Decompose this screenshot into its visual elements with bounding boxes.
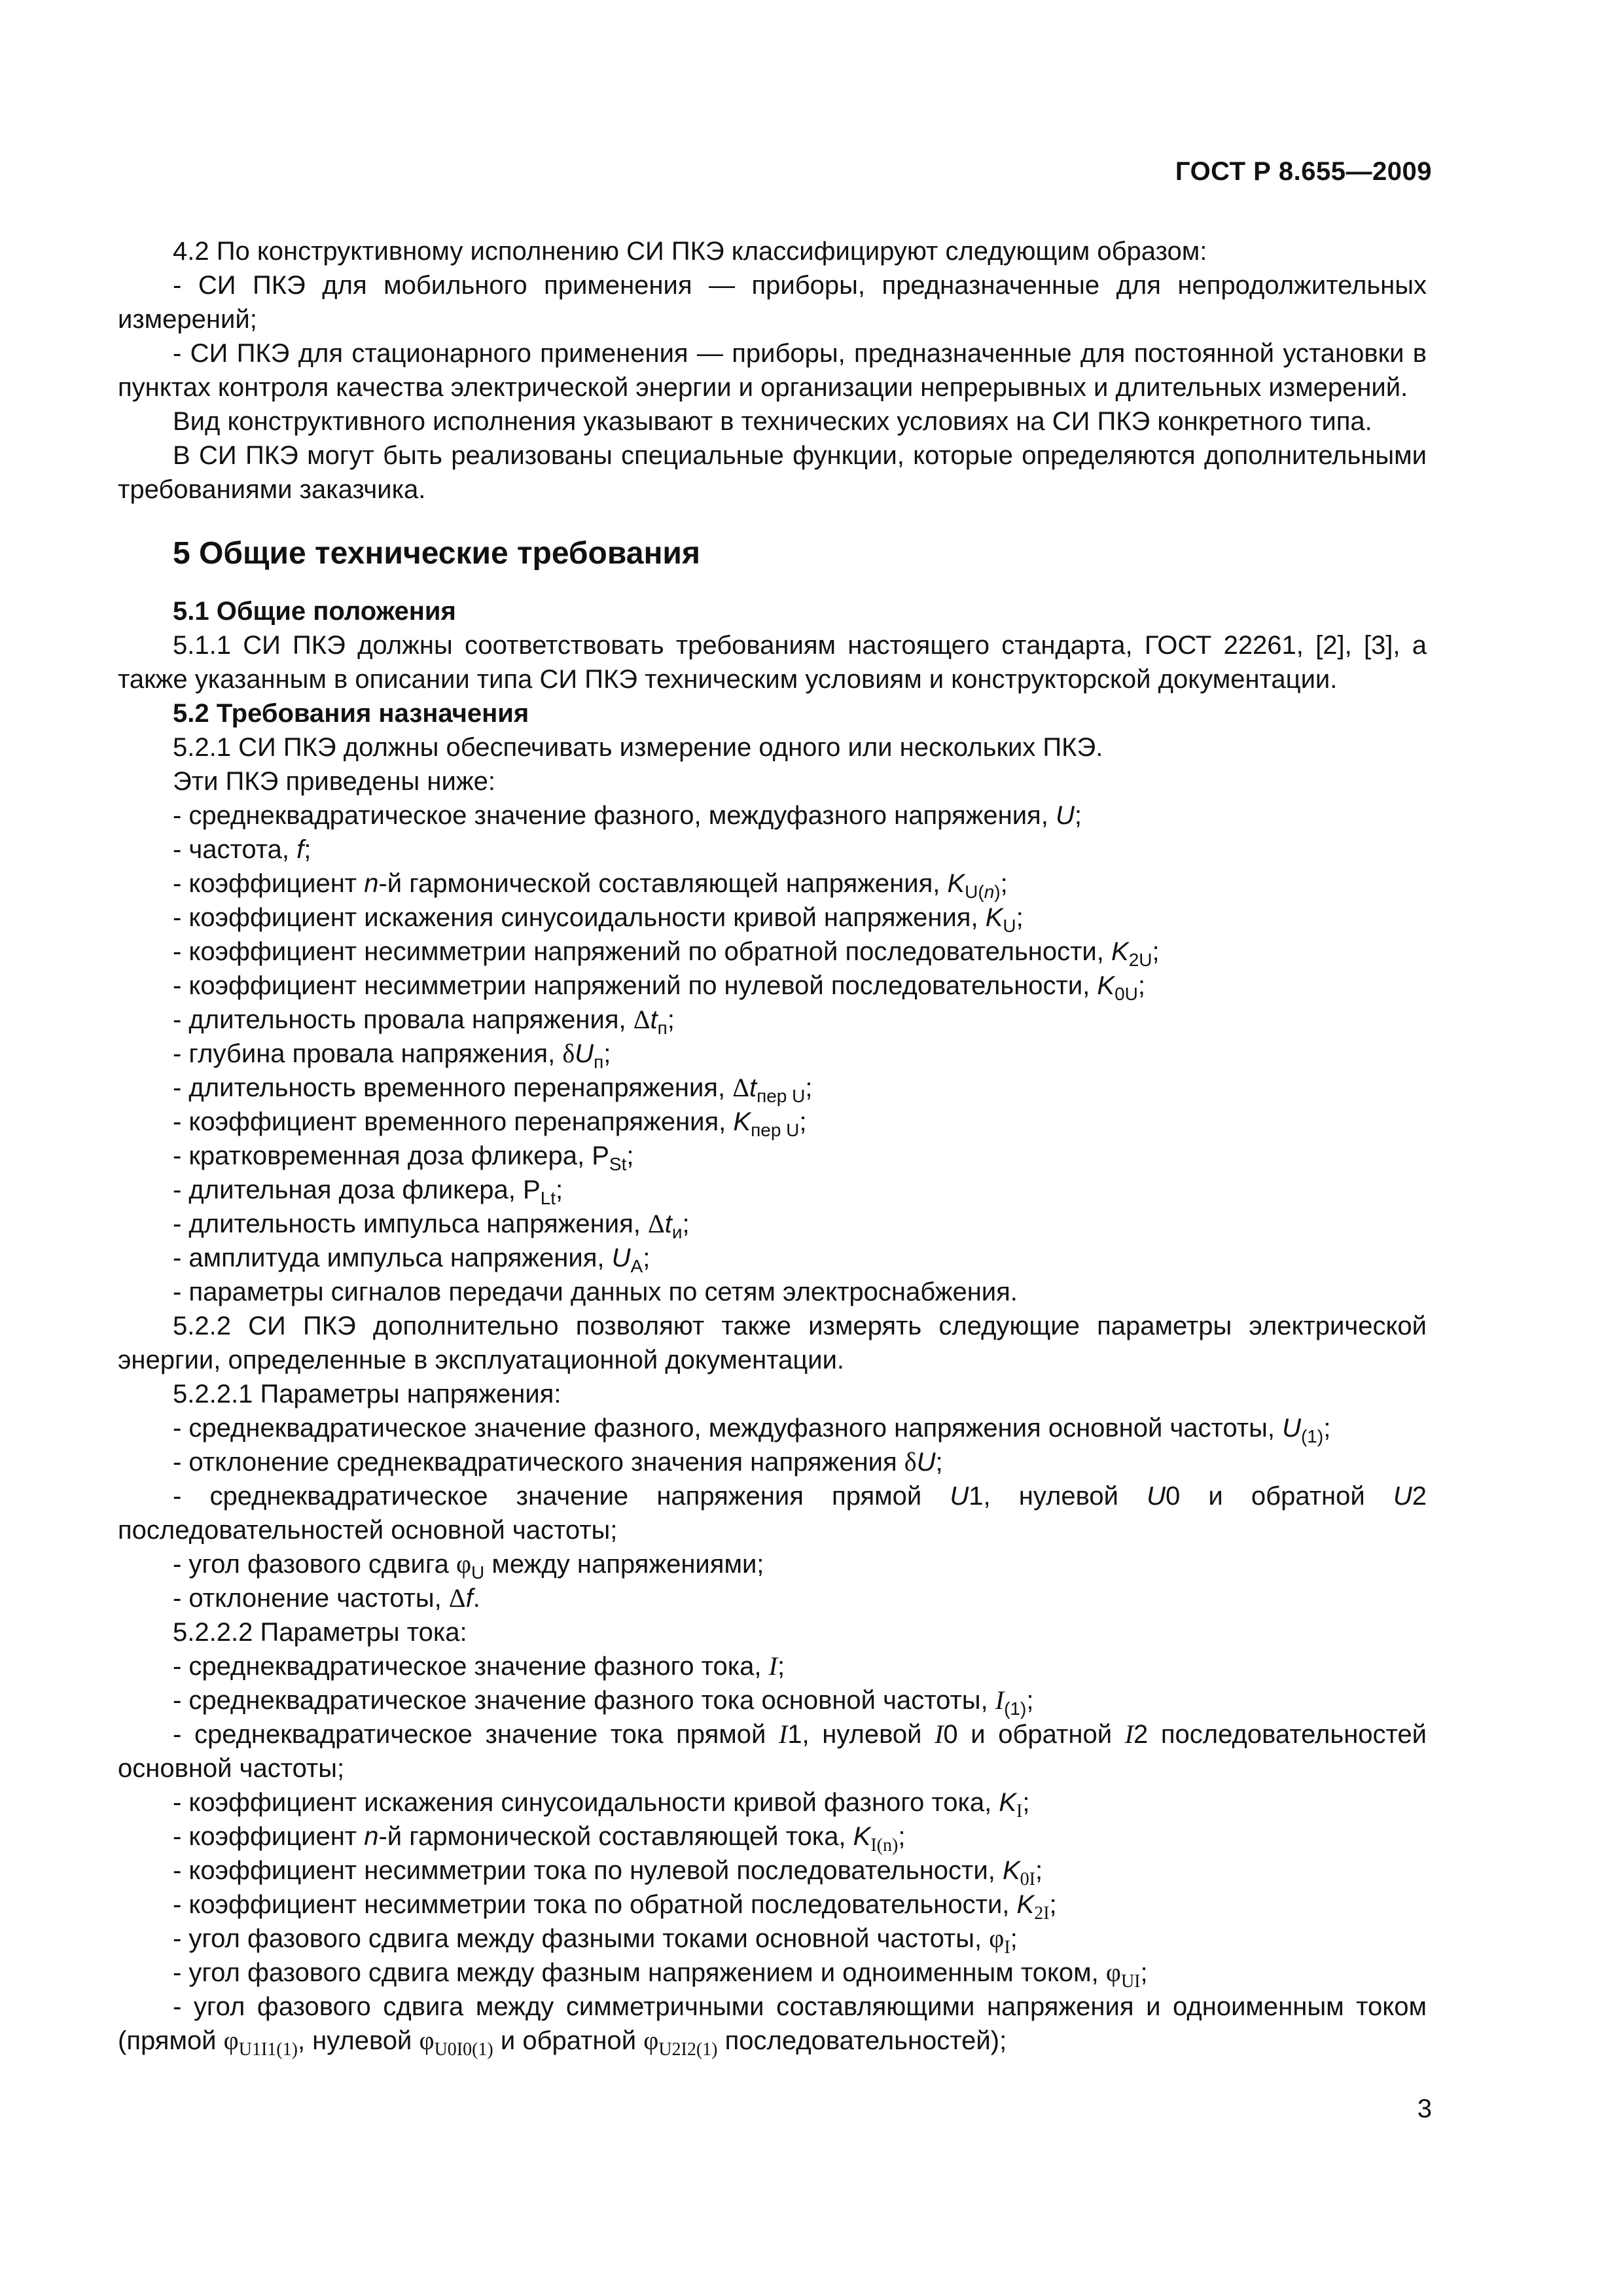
- paragraph-mobile: - СИ ПКЭ для мобильного применения — приборы, предназначенные для непродолжительных измерений;: [118, 271, 1427, 334]
- paragraph-type-note: Вид конструктивного исполнения указывают в технических условиях на СИ ПКЭ конкретного типа.: [173, 407, 1372, 436]
- list-item: - отклонение среднеквадратического значения напряжения δU;: [173, 1447, 943, 1477]
- list-item: - длительность провала напряжения, $\Delta t_п$;: [173, 1005, 675, 1038]
- list-item: - угол фазового сдвига между фазными токами основной частоты, $\varphi_I$;: [173, 1924, 1018, 1958]
- list-intro: Эти ПКЭ приведены ниже:: [173, 767, 495, 796]
- list-item: - коэффициент несимметрии тока по обратной последовательности, $K_{2I}$;: [173, 1890, 1057, 1924]
- paragraph-5-2-2-2: 5.2.2.2 Параметры тока:: [173, 1618, 467, 1647]
- list-item: - угол фазового сдвига между фазным напряжением и одноименным током, $\varphi_{UI}$;: [173, 1958, 1148, 1992]
- list-item: - коэффициент несимметрии напряжений по обратной последовательности, $K_{2U}$;: [173, 937, 1160, 970]
- list-item: - кратковременная доза фликера, $P_{St}$;: [173, 1141, 634, 1174]
- list-item: - угол фазового сдвига $\varphi_U$ между напряжениями;: [173, 1549, 764, 1583]
- paragraph-5-2-2: 5.2.2 СИ ПКЭ дополнительно позволяют также измерять следующие параметры электрической энергии, определенные в эксплуатационной документации.: [118, 1312, 1427, 1374]
- paragraph-5-2-2-1: 5.2.2.1 Параметры напряжения:: [173, 1380, 562, 1408]
- paragraph-4-2: 4.2 По конструктивному исполнению СИ ПКЭ классифицируют следующим образом:: [173, 237, 1207, 266]
- list-item: - коэффициент искажения синусоидальности кривой фазного тока, $K_I$;: [173, 1788, 1030, 1821]
- page-content: [118, 234, 1427, 2058]
- section-5-1-title: 5.1 Общие положения: [173, 597, 456, 626]
- section-5-title: 5 Общие технические требования: [173, 536, 700, 571]
- paragraph-5-2-1: 5.2.1 СИ ПКЭ должны обеспечивать измерение одного или нескольких ПКЭ.: [173, 733, 1103, 762]
- list-item: - коэффициент несимметрии напряжений по нулевой последовательности, $K_{0U}$;: [173, 971, 1146, 1004]
- list-item: - среднеквадратическое значение фазного тока, I;: [173, 1651, 785, 1681]
- list-item: - амплитуда импульса напряжения, $U_A$;: [173, 1244, 651, 1276]
- paragraph-stationary: - СИ ПКЭ для стационарного применения — приборы, предназначенные для постоянной установки в пунктах контроля качества электрической энергии и организации непрерывных и длительных измерений.: [118, 339, 1427, 402]
- list-item: - длительность временного перенапряжения, $\Delta t_{пер U}$;: [173, 1073, 813, 1106]
- list-item: - длительность импульса напряжения, $\Delta t_и$;: [173, 1209, 690, 1242]
- list-item: - коэффициент n-й гармонической составляющей тока, $K_{I(n)}$;: [173, 1822, 906, 1856]
- list-item: - среднеквадратическое значение фазного, междуфазного напряжения основной частоты, $U_{(1)}$;: [173, 1414, 1331, 1446]
- list-item: - коэффициент искажения синусоидальности кривой напряжения, $K_U$;: [173, 903, 1024, 936]
- list-item: - среднеквадратическое значение тока прямой I1, нулевой I0 и обратной I2 последовательностей основной частоты;: [118, 1719, 1427, 1783]
- list-item: - частота, f;: [173, 835, 312, 864]
- list-item: - длительная доза фликера, $P_{Lt}$;: [173, 1175, 563, 1208]
- page-number: 3: [1417, 2094, 1432, 2123]
- section-5-2-title: 5.2 Требования назначения: [173, 699, 529, 728]
- list-item: - среднеквадратическое значение фазного тока основной частоты, $I_{(1)}$;: [173, 1685, 1034, 1719]
- list-item: - параметры сигналов передачи данных по сетям электроснабжения.: [173, 1278, 1018, 1306]
- list-item: - коэффициент несимметрии тока по нулевой последовательности, $K_{0I}$;: [173, 1856, 1043, 1890]
- document-header-id: ГОСТ Р 8.655—2009: [1175, 157, 1432, 186]
- list-item: - среднеквадратическое значение напряжения прямой U1, нулевой U0 и обратной U2 последовательностей основной частоты;: [118, 1482, 1427, 1545]
- list-item: - отклонение частоты, Δf.: [173, 1583, 480, 1613]
- paragraph-special: В СИ ПКЭ могут быть реализованы специальные функции, которые определяются дополнительными требованиями заказчика.: [118, 441, 1427, 504]
- paragraph-5-1-1: 5.1.1 СИ ПКЭ должны соответствовать требованиям настоящего стандарта, ГОСТ 22261, [2], [3], а также указанным в описании типа СИ ПКЭ техническим условиям и конструкторской документации.: [118, 631, 1427, 694]
- list-item: - среднеквадратическое значение фазного, междуфазного напряжения, U;: [173, 801, 1082, 830]
- list-item: - угол фазового сдвига между симметричными составляющими напряжения и одноименным током (прямой $\varphi_{U1I1(1)}$, нулевой $\varphi_{U0I0(1)}$ и обратной $\varphi_{U2I2(1)}$ последовательностей);: [118, 1992, 1427, 2060]
- list-item: - коэффициент n-й гармонической составляющей напряжения, $K_{U(n)}$;: [173, 869, 1008, 902]
- list-item: - коэффициент временного перенапряжения, $K_{пер U}$;: [173, 1107, 807, 1140]
- list-item: - глубина провала напряжения, $\delta U_п$;: [173, 1039, 611, 1072]
